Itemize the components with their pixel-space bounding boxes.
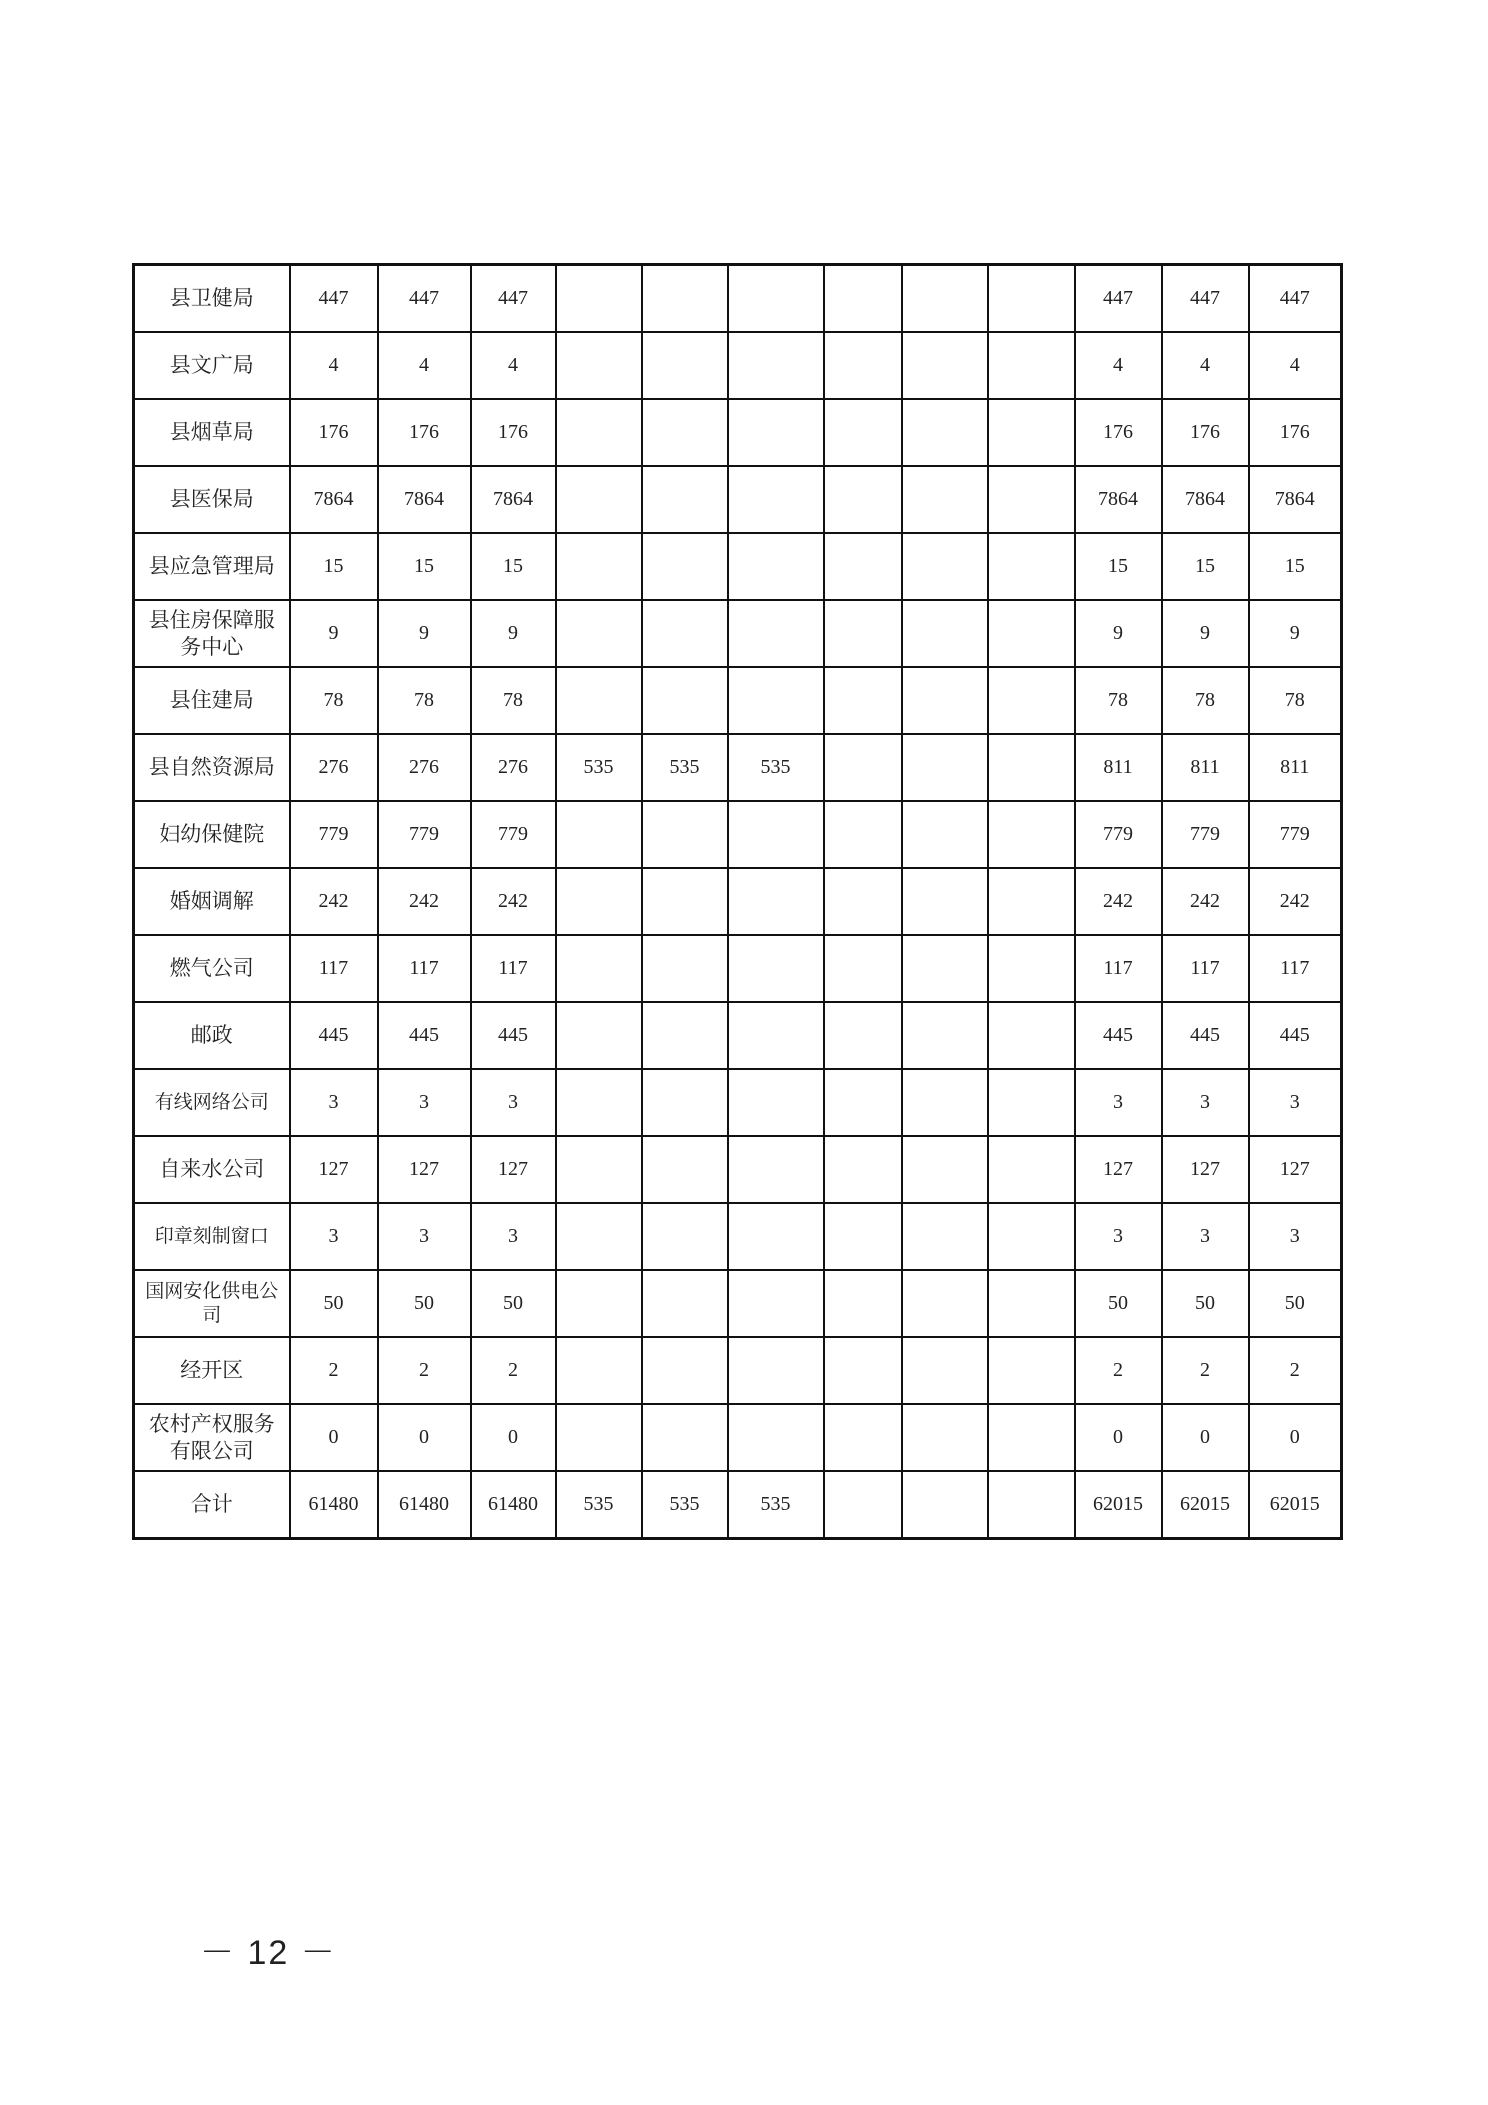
page-number: － 12 － <box>200 1934 337 1972</box>
table-cell <box>988 801 1075 868</box>
table-cell <box>642 667 728 734</box>
table-cell: 62015 <box>1249 1471 1342 1539</box>
table-cell <box>824 1404 902 1471</box>
table-cell <box>642 600 728 667</box>
table-cell <box>988 265 1075 333</box>
table-cell: 0 <box>1162 1404 1249 1471</box>
row-label: 县住建局 <box>134 667 290 734</box>
table-cell <box>824 935 902 1002</box>
table-cell <box>728 667 824 734</box>
table-cell <box>988 734 1075 801</box>
table-cell: 0 <box>290 1404 378 1471</box>
table-cell: 176 <box>1162 399 1249 466</box>
table-cell <box>642 801 728 868</box>
row-label: 国网安化供电公司 <box>134 1270 290 1337</box>
table-cell <box>988 332 1075 399</box>
row-label: 县住房保障服务中心 <box>134 600 290 667</box>
table-row <box>134 667 1342 734</box>
table-cell: 127 <box>1162 1136 1249 1203</box>
table-cell <box>988 935 1075 1002</box>
table-cell <box>642 868 728 935</box>
table-cell: 779 <box>1075 801 1162 868</box>
row-label: 县文广局 <box>134 332 290 399</box>
table-cell <box>642 533 728 600</box>
table-cell: 447 <box>290 265 378 333</box>
table-cell <box>556 533 642 600</box>
table-row <box>134 1337 1342 1404</box>
table-cell: 535 <box>642 734 728 801</box>
table-cell <box>988 1069 1075 1136</box>
row-label: 农村产权服务有限公司 <box>134 1404 290 1471</box>
table-cell: 127 <box>471 1136 556 1203</box>
table-row <box>134 801 1342 868</box>
table-cell <box>824 1337 902 1404</box>
table-row <box>134 399 1342 466</box>
table-cell <box>902 332 988 399</box>
total-row <box>134 1471 1342 1539</box>
table-cell <box>556 466 642 533</box>
table-cell: 4 <box>1075 332 1162 399</box>
row-label: 县应急管理局 <box>134 533 290 600</box>
table-row <box>134 600 1342 667</box>
table-cell <box>728 1136 824 1203</box>
statistics-table <box>132 263 1343 1540</box>
table-cell <box>824 533 902 600</box>
table-cell <box>556 868 642 935</box>
table-cell <box>556 667 642 734</box>
table-cell: 447 <box>1075 265 1162 333</box>
table-cell <box>988 533 1075 600</box>
table-cell <box>556 332 642 399</box>
table-cell: 9 <box>471 600 556 667</box>
table-cell <box>902 600 988 667</box>
table-cell: 62015 <box>1075 1471 1162 1539</box>
table-row <box>134 1404 1342 1471</box>
table-cell <box>728 935 824 1002</box>
table-cell: 0 <box>1075 1404 1162 1471</box>
table-cell <box>728 868 824 935</box>
table-cell: 176 <box>1075 399 1162 466</box>
table-cell: 50 <box>1075 1270 1162 1337</box>
table-cell: 2 <box>1075 1337 1162 1404</box>
table-cell: 78 <box>290 667 378 734</box>
table-cell: 78 <box>1075 667 1162 734</box>
table-cell: 7864 <box>378 466 471 533</box>
table-cell <box>728 1337 824 1404</box>
table-cell: 445 <box>290 1002 378 1069</box>
table-cell <box>728 801 824 868</box>
table-cell <box>642 399 728 466</box>
table-cell: 242 <box>378 868 471 935</box>
row-label: 妇幼保健院 <box>134 801 290 868</box>
table-cell <box>902 1069 988 1136</box>
table-cell: 535 <box>556 1471 642 1539</box>
table-cell <box>642 332 728 399</box>
table-cell <box>824 1471 902 1539</box>
table-row <box>134 734 1342 801</box>
table-cell: 7864 <box>1249 466 1342 533</box>
row-label: 县烟草局 <box>134 399 290 466</box>
table-cell <box>988 1136 1075 1203</box>
table-cell: 811 <box>1249 734 1342 801</box>
table-cell <box>902 868 988 935</box>
table-cell <box>642 1069 728 1136</box>
table-cell: 2 <box>471 1337 556 1404</box>
table-cell <box>902 399 988 466</box>
table-cell <box>556 1337 642 1404</box>
table-cell <box>824 1069 902 1136</box>
table-cell: 0 <box>378 1404 471 1471</box>
table-cell <box>824 801 902 868</box>
table-cell <box>642 1404 728 1471</box>
table-cell <box>728 1002 824 1069</box>
table-cell: 61480 <box>471 1471 556 1539</box>
table-cell: 15 <box>1075 533 1162 600</box>
table-cell <box>556 1270 642 1337</box>
table-cell <box>988 466 1075 533</box>
table-cell <box>728 600 824 667</box>
table-cell: 61480 <box>290 1471 378 1539</box>
table-cell <box>556 1203 642 1270</box>
table-cell <box>902 533 988 600</box>
row-label: 县自然资源局 <box>134 734 290 801</box>
table-cell <box>824 1270 902 1337</box>
table-cell: 50 <box>1249 1270 1342 1337</box>
table-cell: 3 <box>471 1069 556 1136</box>
table-cell: 7864 <box>1162 466 1249 533</box>
table-cell <box>824 1203 902 1270</box>
table-cell: 3 <box>290 1203 378 1270</box>
table-cell: 50 <box>290 1270 378 1337</box>
table-cell: 62015 <box>1162 1471 1249 1539</box>
table-cell: 7864 <box>1075 466 1162 533</box>
table-cell: 50 <box>378 1270 471 1337</box>
table-cell: 9 <box>1162 600 1249 667</box>
table-cell: 445 <box>1075 1002 1162 1069</box>
table-cell: 2 <box>378 1337 471 1404</box>
table-cell: 779 <box>1162 801 1249 868</box>
table-cell <box>902 667 988 734</box>
table-cell: 7864 <box>471 466 556 533</box>
table-cell: 3 <box>1249 1069 1342 1136</box>
table-cell: 9 <box>378 600 471 667</box>
table-cell: 276 <box>378 734 471 801</box>
table-cell <box>902 935 988 1002</box>
row-label: 县医保局 <box>134 466 290 533</box>
table-cell: 276 <box>290 734 378 801</box>
table-row <box>134 868 1342 935</box>
row-label: 有线网络公司 <box>134 1069 290 1136</box>
table-cell <box>824 600 902 667</box>
table-cell <box>824 466 902 533</box>
table-cell <box>988 868 1075 935</box>
table-cell: 117 <box>1162 935 1249 1002</box>
table-cell: 3 <box>1162 1203 1249 1270</box>
table-cell: 4 <box>378 332 471 399</box>
table-cell: 176 <box>471 399 556 466</box>
table-cell <box>988 1337 1075 1404</box>
table-cell: 3 <box>378 1069 471 1136</box>
table-cell: 447 <box>1162 265 1249 333</box>
table-cell <box>824 1002 902 1069</box>
table-cell <box>642 1203 728 1270</box>
table-cell: 15 <box>1249 533 1342 600</box>
table-cell: 535 <box>642 1471 728 1539</box>
table-cell: 242 <box>1249 868 1342 935</box>
table-cell <box>824 399 902 466</box>
table-cell <box>556 935 642 1002</box>
table-cell: 7864 <box>290 466 378 533</box>
table-cell: 4 <box>290 332 378 399</box>
table-cell: 3 <box>471 1203 556 1270</box>
table-cell <box>642 935 728 1002</box>
table-cell: 9 <box>1249 600 1342 667</box>
table-cell <box>642 1270 728 1337</box>
table-row <box>134 533 1342 600</box>
table-cell: 447 <box>471 265 556 333</box>
table-cell: 127 <box>290 1136 378 1203</box>
table-cell <box>902 1471 988 1539</box>
table-cell: 3 <box>1162 1069 1249 1136</box>
table-cell <box>728 1270 824 1337</box>
table-cell <box>988 600 1075 667</box>
table-cell: 176 <box>290 399 378 466</box>
table-cell: 0 <box>471 1404 556 1471</box>
table-cell: 242 <box>1162 868 1249 935</box>
table-cell <box>728 533 824 600</box>
table-cell <box>824 332 902 399</box>
table-cell: 15 <box>378 533 471 600</box>
table-cell: 127 <box>1249 1136 1342 1203</box>
table-cell: 811 <box>1162 734 1249 801</box>
table-cell: 3 <box>1075 1203 1162 1270</box>
table-cell: 9 <box>290 600 378 667</box>
table-cell: 15 <box>1162 533 1249 600</box>
table-cell <box>988 1404 1075 1471</box>
table-cell: 50 <box>1162 1270 1249 1337</box>
row-label: 合计 <box>134 1471 290 1539</box>
table-cell <box>642 1136 728 1203</box>
table-cell <box>728 466 824 533</box>
table-cell: 242 <box>471 868 556 935</box>
table-cell: 4 <box>1249 332 1342 399</box>
table-cell: 3 <box>1075 1069 1162 1136</box>
table-cell <box>902 1337 988 1404</box>
table-cell: 3 <box>1249 1203 1342 1270</box>
table-cell: 447 <box>1249 265 1342 333</box>
table-cell: 117 <box>290 935 378 1002</box>
table-cell: 811 <box>1075 734 1162 801</box>
table-cell <box>642 1002 728 1069</box>
row-label: 自来水公司 <box>134 1136 290 1203</box>
table-cell: 276 <box>471 734 556 801</box>
table-cell: 445 <box>1249 1002 1342 1069</box>
table-cell: 117 <box>471 935 556 1002</box>
table-cell <box>988 1002 1075 1069</box>
table-row <box>134 935 1342 1002</box>
table-cell <box>988 667 1075 734</box>
table-cell: 78 <box>471 667 556 734</box>
table-cell: 15 <box>290 533 378 600</box>
table-cell <box>556 399 642 466</box>
table-cell: 535 <box>556 734 642 801</box>
table-row <box>134 1136 1342 1203</box>
table-cell: 445 <box>1162 1002 1249 1069</box>
table-cell: 117 <box>1075 935 1162 1002</box>
table-cell <box>988 1203 1075 1270</box>
table-cell: 9 <box>1075 600 1162 667</box>
table-row <box>134 265 1342 333</box>
table-cell: 61480 <box>378 1471 471 1539</box>
table-cell <box>902 1203 988 1270</box>
table-cell <box>824 1136 902 1203</box>
table-cell: 50 <box>471 1270 556 1337</box>
table-cell <box>728 265 824 333</box>
table-cell <box>728 1069 824 1136</box>
table-cell <box>902 466 988 533</box>
table-row <box>134 1002 1342 1069</box>
table-cell: 176 <box>1249 399 1342 466</box>
table-cell <box>824 868 902 935</box>
table-cell: 779 <box>290 801 378 868</box>
table-row <box>134 1069 1342 1136</box>
table-cell <box>642 1337 728 1404</box>
row-label: 婚姻调解 <box>134 868 290 935</box>
table-cell <box>902 1002 988 1069</box>
row-label: 燃气公司 <box>134 935 290 1002</box>
table-cell <box>902 1404 988 1471</box>
table-cell <box>988 399 1075 466</box>
table-cell: 2 <box>1162 1337 1249 1404</box>
table-cell <box>556 265 642 333</box>
table-cell: 78 <box>1162 667 1249 734</box>
table-cell <box>556 801 642 868</box>
table-cell: 447 <box>378 265 471 333</box>
table-row <box>134 332 1342 399</box>
table-cell <box>902 1270 988 1337</box>
table-cell <box>824 734 902 801</box>
table-cell: 3 <box>290 1069 378 1136</box>
table-cell <box>556 1404 642 1471</box>
table-cell <box>902 265 988 333</box>
row-label: 印章刻制窗口 <box>134 1203 290 1270</box>
table-cell: 176 <box>378 399 471 466</box>
table-cell: 779 <box>471 801 556 868</box>
table-cell <box>902 1136 988 1203</box>
table-cell <box>642 466 728 533</box>
table-cell: 78 <box>378 667 471 734</box>
table-row <box>134 1270 1342 1337</box>
table-cell <box>824 265 902 333</box>
table-cell <box>728 1404 824 1471</box>
table-cell <box>642 265 728 333</box>
table-cell: 127 <box>1075 1136 1162 1203</box>
table-cell: 117 <box>1249 935 1342 1002</box>
table-cell <box>824 667 902 734</box>
table-cell: 242 <box>1075 868 1162 935</box>
table-row <box>134 466 1342 533</box>
table-cell <box>556 1069 642 1136</box>
table-cell <box>988 1270 1075 1337</box>
table-cell <box>556 1002 642 1069</box>
table-cell: 4 <box>1162 332 1249 399</box>
table-cell: 2 <box>290 1337 378 1404</box>
table-cell: 445 <box>378 1002 471 1069</box>
table-cell: 535 <box>728 1471 824 1539</box>
table-cell: 2 <box>1249 1337 1342 1404</box>
table-cell <box>902 801 988 868</box>
table-cell: 535 <box>728 734 824 801</box>
table-cell: 445 <box>471 1002 556 1069</box>
table-cell: 242 <box>290 868 378 935</box>
table-cell <box>728 399 824 466</box>
table-cell: 78 <box>1249 667 1342 734</box>
table-cell: 127 <box>378 1136 471 1203</box>
table-cell: 779 <box>378 801 471 868</box>
table-cell: 779 <box>1249 801 1342 868</box>
table-cell <box>728 332 824 399</box>
table-cell: 15 <box>471 533 556 600</box>
table-cell <box>556 1136 642 1203</box>
table-row <box>134 1203 1342 1270</box>
table-cell <box>988 1471 1075 1539</box>
table-cell: 4 <box>471 332 556 399</box>
row-label: 经开区 <box>134 1337 290 1404</box>
row-label: 县卫健局 <box>134 265 290 333</box>
table-cell <box>728 1203 824 1270</box>
table-cell: 117 <box>378 935 471 1002</box>
table-cell <box>556 600 642 667</box>
table-cell: 3 <box>378 1203 471 1270</box>
table-cell <box>902 734 988 801</box>
row-label: 邮政 <box>134 1002 290 1069</box>
table-cell: 0 <box>1249 1404 1342 1471</box>
